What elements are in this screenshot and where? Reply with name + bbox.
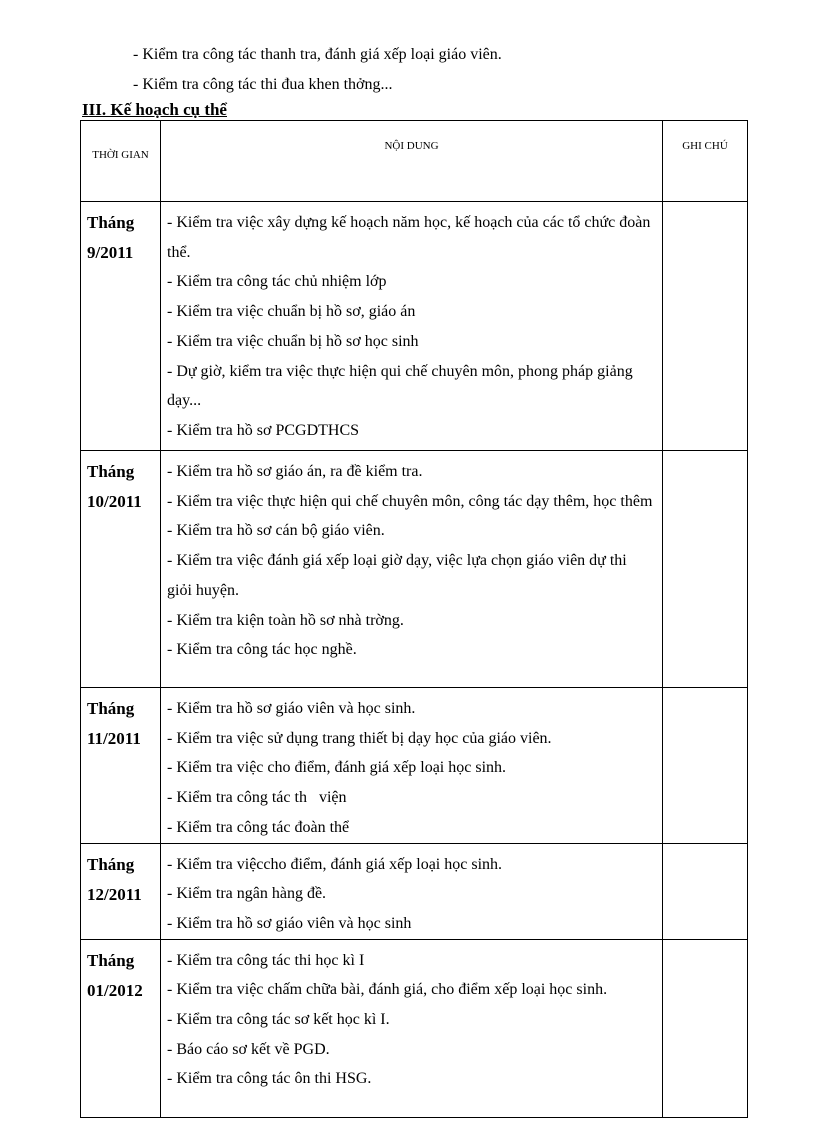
list-item: - Kiểm tra công tác ôn thi HSG. xyxy=(167,1070,372,1088)
note-cell xyxy=(663,202,748,451)
list-item: - Kiểm tra việc xây dựng kế hoạch năm học, kế hoạch của các tổ chức đoàn thể. xyxy=(167,214,651,261)
time-cell xyxy=(81,939,161,1117)
content-cell xyxy=(161,688,663,844)
list-item: - Dự giờ, kiểm tra việc thực hiện qui chế chuyên môn, phong pháp giảng dạy... xyxy=(167,362,633,410)
list-item: - Kiểm tra việc cho điểm, đánh giá xếp loại học sinh. xyxy=(167,759,507,777)
intro-line: - Kiểm tra công tác thi đua khen thởng... xyxy=(133,76,393,93)
list-item: - Kiểm tra việc đánh giá xếp loại giờ dạy, việc lựa chọn giáo viên dự thi giỏi huyện. xyxy=(167,552,627,599)
list-item: - Kiểm tra công tác thi học kì I xyxy=(167,951,365,969)
list-item: - Kiểm tra công tác sơ kết học kì I. xyxy=(167,1011,390,1029)
section-heading: III. Kế hoạch cụ thể xyxy=(82,100,227,119)
time-cell xyxy=(81,843,161,939)
note-cell xyxy=(663,451,748,688)
list-item: - Kiểm tra hồ sơ giáo viên và học sinh. xyxy=(167,700,416,717)
note-cell xyxy=(663,939,748,1117)
table-row xyxy=(81,688,748,844)
month-label: Tháng xyxy=(87,950,135,970)
note-cell xyxy=(663,843,748,939)
list-item: - Kiểm tra kiện toàn hồ sơ nhà trờng. xyxy=(167,611,404,629)
note-cell xyxy=(663,688,748,844)
list-item: - Kiểm tra công tác th viện xyxy=(167,789,347,807)
list-item: - Kiểm tra ngân hàng đề. xyxy=(167,885,327,903)
month-value: 10/2011 xyxy=(87,492,142,511)
list-item: - Kiểm tra việc chuẩn bị hồ sơ, giáo án xyxy=(167,303,416,321)
month-label: Tháng xyxy=(87,854,135,874)
list-item: - Kiểm tra việc thực hiện qui chế chuyên môn, công tác dạy thêm, học thêm xyxy=(167,492,653,510)
month-value: 12/2011 xyxy=(87,884,142,904)
list-item: - Kiểm tra việc chuẩn bị hồ sơ học sinh xyxy=(167,332,419,350)
list-item: - Kiểm tra hồ sơ cán bộ giáo viên. xyxy=(167,522,385,540)
list-item: - Báo cáo sơ kết về PGD. xyxy=(167,1040,330,1058)
table-row xyxy=(81,939,748,1117)
header-time: THỜI GIAN xyxy=(81,121,161,202)
content-cell xyxy=(161,843,663,939)
list-item: - Kiểm tra việccho điểm, đánh giá xếp loại học sinh. xyxy=(167,855,503,873)
table-row xyxy=(81,843,748,939)
content-cell xyxy=(161,451,663,688)
table-header-row xyxy=(81,121,748,202)
table-row xyxy=(81,202,748,451)
list-item: - Kiểm tra hồ sơ giáo viên và học sinh xyxy=(167,914,412,932)
intro-bullets xyxy=(133,40,502,100)
month-label: Tháng xyxy=(87,213,135,232)
time-cell xyxy=(81,202,161,451)
list-item: - Kiểm tra việc sử dụng trang thiết bị dạy học của giáo viên. xyxy=(167,729,552,747)
time-cell xyxy=(81,451,161,688)
list-item: - Kiểm tra việc chấm chữa bài, đánh giá, cho điểm xếp loại học sinh. xyxy=(167,981,608,999)
content-cell xyxy=(161,202,663,451)
header-content: NỘI DUNG xyxy=(161,121,663,202)
content-cell xyxy=(161,939,663,1117)
month-label: Tháng xyxy=(87,462,135,481)
month-label: Tháng xyxy=(87,699,135,718)
list-item: - Kiểm tra công tác chủ nhiệm lớp xyxy=(167,273,387,291)
header-note: GHI CHÚ xyxy=(663,121,748,202)
list-item: - Kiểm tra công tác đoàn thể xyxy=(167,818,350,836)
list-item: - Kiểm tra hồ sơ giáo án, ra đề kiểm tra. xyxy=(167,463,423,480)
list-item: - Kiểm tra hồ sơ PCGDTHCS xyxy=(167,421,360,439)
month-value: 11/2011 xyxy=(87,729,141,748)
intro-line: - Kiểm tra công tác thanh tra, đánh giá xếp loại giáo viên. xyxy=(133,46,502,63)
table-row xyxy=(81,451,748,688)
month-value: 01/2012 xyxy=(87,980,143,1000)
plan-table xyxy=(80,120,748,1118)
time-cell xyxy=(81,688,161,844)
list-item: - Kiểm tra công tác học nghề. xyxy=(167,641,357,659)
month-value: 9/2011 xyxy=(87,243,134,262)
